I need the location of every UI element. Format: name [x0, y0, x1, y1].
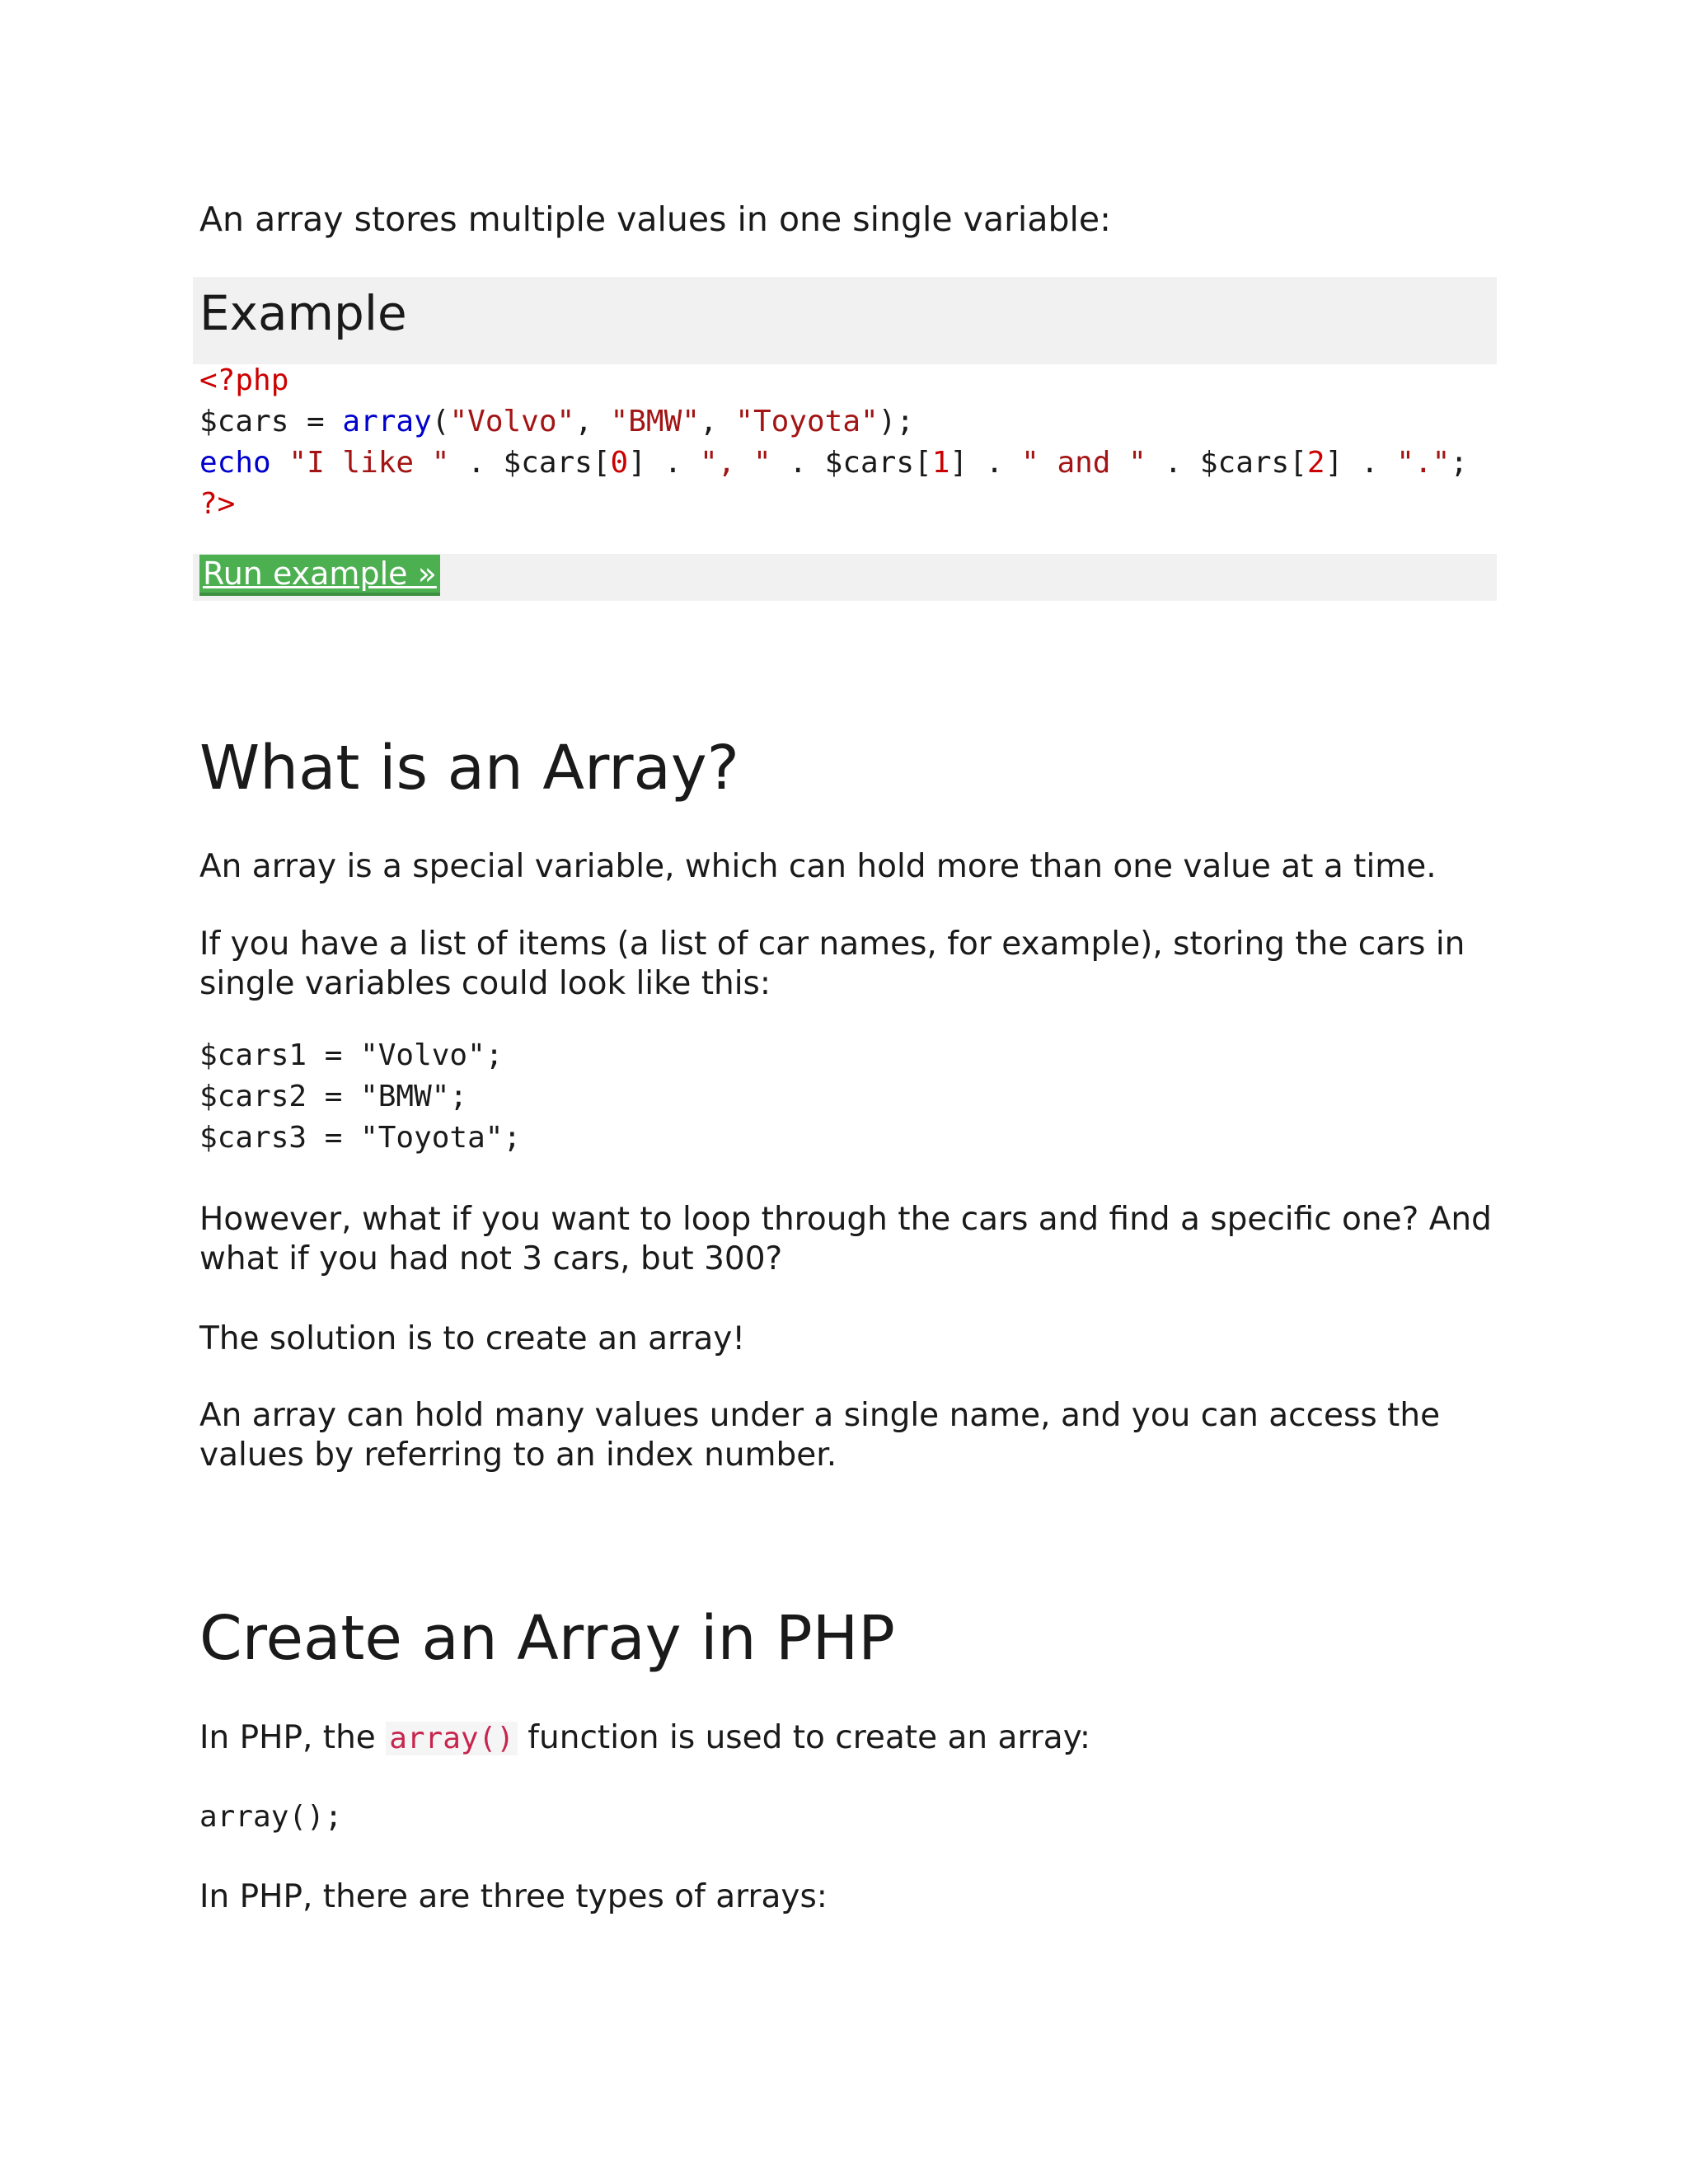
paragraph-solution: The solution is to create an array! — [199, 1320, 745, 1357]
paragraph-index-access: An array can hold many values under a single name, and you can access the values by referring to an index number. — [199, 1397, 1441, 1474]
code-line-2: $cars = array("Volvo", "BMW", "Toyota"); — [199, 405, 915, 438]
paragraph-loop-question: However, what if you want to loop through the cars and find a specific one? And what if you had not 3 cars, but 300? — [199, 1201, 1492, 1277]
paragraph-list-of-items: If you have a list of items (a list of car names, for example), storing the cars in single variables could look like this: — [199, 926, 1465, 1002]
paragraph-array-function: In PHP, the array() function is used to create an array: — [199, 1719, 1091, 1756]
paragraph-array-definition: An array is a special variable, which can hold more than one value at a time. — [199, 848, 1437, 885]
code-php-open: <?php — [199, 363, 289, 397]
code-php-close: ?> — [199, 487, 236, 521]
heading-create-array: Create an Array in PHP — [199, 1603, 895, 1674]
paragraph-array-types: In PHP, there are three types of arrays: — [199, 1878, 828, 1915]
heading-what-is-array: What is an Array? — [199, 733, 739, 804]
code-single-variables: $cars1 = "Volvo"; $cars2 = "BMW"; $cars3 = "Toyota"; — [199, 1038, 522, 1155]
code-array-call: array(); — [199, 1800, 343, 1834]
inline-code-array: array() — [386, 1722, 518, 1755]
intro-text: An array stores multiple values in one single variable: — [199, 199, 1111, 239]
example-title: Example — [199, 285, 407, 341]
example-code-block — [199, 360, 1468, 525]
run-example-button[interactable]: Run example » — [199, 555, 440, 596]
code-line-3: echo "I like " . $cars[0] . ", " . $cars[1] . " and " . $cars[2] . "."; — [199, 446, 1469, 480]
